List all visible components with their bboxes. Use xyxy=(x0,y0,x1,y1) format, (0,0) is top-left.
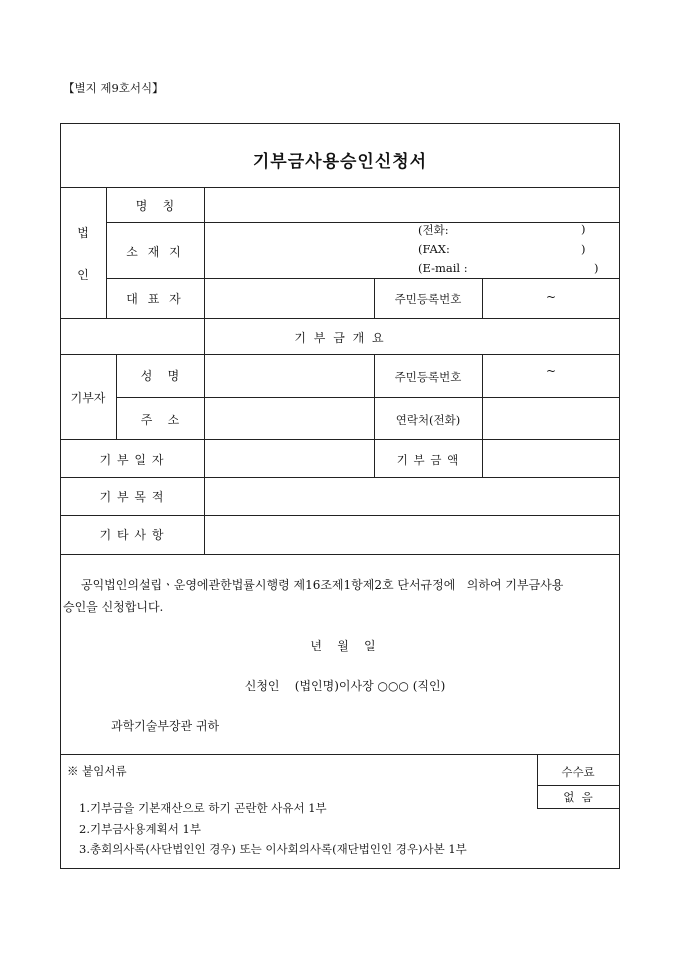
attachment-item: 3.총회의사록(사단법인인 경우) 또는 이사회의사록(재단법인인 경우)사본 1부 xyxy=(79,842,467,856)
phone-close: ) xyxy=(581,222,586,236)
donor-address-label: 주 소 xyxy=(140,413,180,427)
donation-purpose-label: 기 부 목 적 xyxy=(99,490,165,504)
other-matters-label: 기 타 사 항 xyxy=(99,528,165,542)
fee-value: 없 음 xyxy=(563,790,593,804)
attachment-item: 1.기부금을 기본재산으로 하기 곤란한 사유서 1부 xyxy=(79,801,327,815)
divider xyxy=(106,222,619,223)
attachments-header: ※ 붙임서류 xyxy=(67,764,127,778)
corp-resident-no-value: ~ xyxy=(545,290,557,304)
divider xyxy=(116,397,619,398)
form-title: 기부금사용승인신청서 xyxy=(252,152,428,172)
email-label: (E-mail : xyxy=(418,261,468,275)
donor-resident-no-label: 주민등록번호 xyxy=(394,370,462,384)
application-form xyxy=(60,123,620,869)
corp-group-label: 인 xyxy=(77,268,89,282)
divider xyxy=(374,278,375,318)
divider xyxy=(61,439,619,440)
divider xyxy=(106,278,619,279)
donor-name-label: 성 명 xyxy=(140,369,180,383)
divider xyxy=(61,354,619,355)
divider xyxy=(537,785,619,786)
divider xyxy=(61,318,619,319)
donation-date-label: 기 부 일 자 xyxy=(99,453,165,467)
form-number-label: 【별지 제9호서식】 xyxy=(63,81,164,95)
divider xyxy=(537,808,619,809)
divider xyxy=(61,515,619,516)
donor-resident-no-value: ~ xyxy=(545,364,557,378)
divider xyxy=(482,278,483,318)
overview-header: 기 부 금 개 요 xyxy=(294,331,386,345)
donation-amount-label: 기 부 금 액 xyxy=(396,453,460,467)
fax-label: (FAX: xyxy=(418,242,450,256)
statement-line: 승인을 신청합니다. xyxy=(63,600,164,614)
fee-label: 수수료 xyxy=(561,765,595,779)
representative-label: 대 표 자 xyxy=(126,292,184,306)
fax-close: ) xyxy=(581,242,586,256)
divider xyxy=(61,477,619,478)
statement-line: 공익법인의설립ㆍ운영에관한법률시행령 제16조제1항제2호 단서규정에 의하여 기부금사용 xyxy=(81,578,564,592)
email-close: ) xyxy=(594,261,599,275)
donor-contact-label: 연락처(전화) xyxy=(395,413,461,427)
corp-address-label: 소 재 지 xyxy=(126,245,184,259)
divider xyxy=(482,354,483,477)
addressee: 과학기술부장관 귀하 xyxy=(111,719,220,733)
phone-label: (전화: xyxy=(418,223,449,237)
divider xyxy=(106,187,107,318)
divider xyxy=(61,554,619,555)
divider xyxy=(116,354,117,439)
donor-label: 기부자 xyxy=(70,391,106,405)
corp-name-label: 명 칭 xyxy=(135,199,175,213)
corp-resident-no-label: 주민등록번호 xyxy=(394,292,462,306)
divider xyxy=(537,754,538,808)
corp-group-label: 법 xyxy=(77,226,89,240)
attachment-item: 2.기부금사용계획서 1부 xyxy=(79,822,201,836)
divider xyxy=(204,187,205,554)
applicant-line: 신청인 (법인명)이사장 ○○○ (직인) xyxy=(244,679,446,693)
divider xyxy=(61,754,619,755)
date-line: 년 월 일 xyxy=(310,639,376,653)
divider xyxy=(374,354,375,477)
divider xyxy=(61,187,619,188)
